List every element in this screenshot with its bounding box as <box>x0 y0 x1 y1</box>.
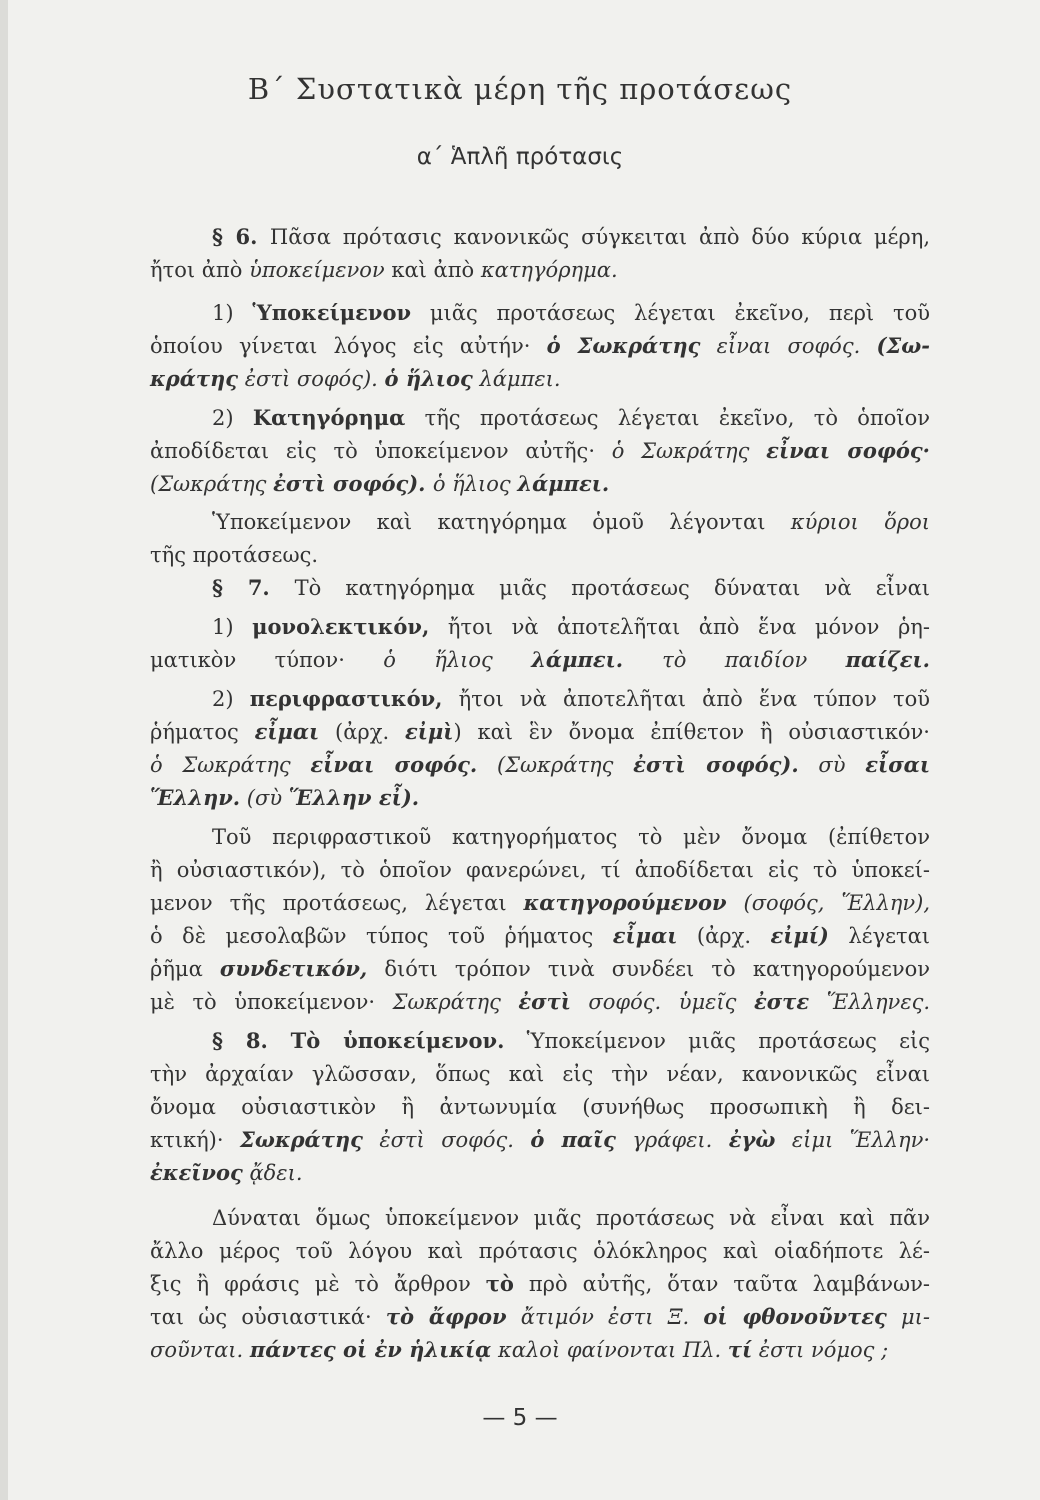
text-span: μενον τῆς προτάσεως, λέγεται <box>150 891 524 915</box>
text-span: σοῦνται. <box>150 1338 250 1362</box>
text-span: 1) <box>212 615 253 639</box>
text-span: ) καὶ ἓν ὄνομα ἐπίθετον ἢ οὐσιαστικόν· <box>453 720 930 744</box>
text-line <box>150 1059 930 1089</box>
text-span: Τοῦ περιφραστικοῦ κατηγορήματος τὸ μὲν ὄνομα (ἐπίθετον <box>212 825 930 849</box>
text-line <box>150 645 930 675</box>
text-line <box>212 507 930 537</box>
text-span: (ἀρχ. <box>319 720 405 744</box>
text-span: ὁ ἥλιος <box>384 366 473 391</box>
text-span: ὁποίου γίνεται λόγος εἰς αὐτήν· <box>150 334 547 358</box>
text-line <box>150 436 930 466</box>
text-span: ἐστὶ <box>518 989 571 1014</box>
text-span: εἰμι Ἕλλην· <box>775 1128 931 1152</box>
text-span: (σοφός, Ἕλλην), <box>726 891 930 915</box>
text-span: εἰμί) <box>770 923 829 948</box>
text-span: (Σω- <box>876 333 930 358</box>
text-span: λάμπει. <box>472 367 561 391</box>
text-line <box>150 1335 930 1365</box>
text-span: ὁ Σωκράτης <box>546 333 701 358</box>
text-span: τῆς προτάσεως λέγεται ἐκεῖνο, τὸ ὁποῖον <box>405 406 930 430</box>
text-span: ται ὡς οὐσιαστικά· <box>150 1305 386 1329</box>
text-span: παίζει. <box>845 647 930 672</box>
text-span: τὴν ἀρχαίαν γλῶσσαν, ὅπως καὶ εἰς τὴν νέαν, κανονικῶς εἶναι <box>150 1062 930 1086</box>
text-span: ἐστὶ σοφός). <box>633 752 799 777</box>
text-span: μὲ τὸ ὑποκείμενον· <box>150 990 393 1014</box>
text-span: σὺ <box>798 753 866 777</box>
text-span: (Σωκράτης <box>150 472 274 496</box>
text-span: εἶναι σοφός· <box>766 438 930 463</box>
text-span: ῥήματος <box>150 720 255 744</box>
text-span: ξις ἢ φράσις μὲ τὸ ἄρθρον <box>150 1272 486 1296</box>
text-span: εἶμαι <box>254 719 320 744</box>
text-span: ἄτιμόν ἐστι Ξ. <box>506 1305 704 1329</box>
text-span: ὁ ἥλιος <box>383 648 532 672</box>
text-span: ἤτοι ἀπὸ <box>150 258 250 282</box>
text-span: πρὸ αὐτῆς, ὅταν ταῦτα λαμβάνων- <box>513 1272 930 1296</box>
text-span: κύριοι ὅροι <box>790 510 930 534</box>
text-span: § 6. <box>212 224 270 249</box>
text-line <box>150 469 930 499</box>
text-span: τῆς προτάσεως. <box>150 543 318 567</box>
text-line <box>150 1269 930 1299</box>
text-line <box>212 822 930 852</box>
text-line <box>150 717 930 747</box>
text-span: Ἕλλην εἶ). <box>288 785 420 810</box>
text-span: ἤτοι νὰ ἀποτελῆται ἀπὸ ἕνα τύπον τοῦ <box>442 687 931 711</box>
text-span: ὁ ἥλιος <box>432 472 518 496</box>
text-span: 2) <box>212 406 253 430</box>
text-line <box>212 573 930 603</box>
text-span: ᾄδει. <box>242 1161 303 1185</box>
text-line <box>150 888 930 918</box>
text-line <box>212 1203 930 1233</box>
text-span: Σωκράτης <box>239 1127 363 1152</box>
text-span: εἰμὶ <box>404 719 454 744</box>
text-span: ὁ δὲ μεσολαβῶν τύπος τοῦ ῥήματος <box>150 924 613 948</box>
text-span: περιφραστικόν, <box>249 686 443 711</box>
text-span: (σὺ <box>240 786 289 810</box>
text-span: εἶσαι <box>865 752 930 777</box>
text-span: κατηγόρημα. <box>480 258 618 282</box>
text-span: ἐστε <box>753 989 810 1014</box>
text-line <box>150 855 930 885</box>
text-span: (ἀρχ. <box>677 924 771 948</box>
text-span: ὁ Σωκράτης <box>150 753 311 777</box>
text-span: εἶμαι <box>612 923 678 948</box>
text-line <box>212 403 930 433</box>
text-span: λάμπει. <box>517 471 610 496</box>
text-line <box>212 1026 930 1056</box>
text-span: πάντες οἱ ἐν ἡλικίᾳ <box>249 1337 492 1362</box>
text-line <box>150 954 930 984</box>
text-line <box>150 987 930 1017</box>
text-span: τὸ παιδίον <box>662 648 846 672</box>
text-span: Κατηγόρημα <box>252 405 406 430</box>
text-line <box>150 331 930 361</box>
text-span: 2) <box>212 687 250 711</box>
text-span: ὁ παῖς <box>530 1127 616 1152</box>
text-span: μιᾶς προτάσεως λέγεται ἐκεῖνο, περὶ τοῦ <box>411 301 930 325</box>
text-span: 1) <box>212 301 253 325</box>
text-span: Ἕλληνες. <box>809 990 931 1014</box>
text-span: ματικὸν τύπον· <box>150 648 384 672</box>
text-span: εἶναι σοφός. <box>700 334 877 358</box>
text-span: Σωκράτης <box>392 990 519 1014</box>
text-span: ὁ Σωκράτης <box>611 439 767 463</box>
text-line <box>150 364 930 394</box>
text-span: λέγεται <box>828 924 930 948</box>
text-line <box>150 783 930 813</box>
text-span: ὄνομα οὐσιαστικὸν ἢ ἀντωνυμία (συνήθως προσωπικὴ ἢ δει- <box>150 1095 930 1119</box>
text-span: Δύναται ὅμως ὑποκείμενον μιᾶς προτάσεως νὰ εἶναι καὶ πᾶν <box>212 1206 930 1230</box>
page-edge <box>0 0 8 1500</box>
subsection-heading: α΄ Ἁπλῆ πρότασις <box>416 144 624 170</box>
text-span: μι- <box>886 1305 931 1329</box>
text-span: § 8. Τὸ ὑποκείμενον. <box>212 1028 505 1053</box>
text-line <box>150 921 930 951</box>
text-line <box>150 1125 930 1155</box>
page-number: — 5 — <box>482 1405 558 1431</box>
text-span: οἱ φθονοῦντες <box>703 1304 887 1329</box>
text-line <box>212 612 930 642</box>
text-span: Ὑποκείμενον καὶ κατηγόρημα ὁμοῦ λέγονται <box>212 510 791 534</box>
text-span: ἐστὶ σοφός. <box>362 1128 531 1152</box>
text-span: ἐκεῖνος <box>150 1160 243 1185</box>
text-span: τί <box>727 1337 753 1362</box>
text-line <box>212 222 930 252</box>
text-span: καλοὶ φαίνονται Πλ. <box>491 1338 728 1362</box>
text-line <box>150 1158 930 1188</box>
text-span: ἀποδίδεται εἰς τὸ ὑποκείμενον αὐτῆς· <box>150 439 612 463</box>
text-span: Τὸ κατηγόρημα μιᾶς προτάσεως δύναται νὰ εἶναι <box>294 576 930 600</box>
text-line <box>150 750 930 780</box>
text-line <box>150 1092 930 1122</box>
text-span: (Σωκράτης <box>477 753 634 777</box>
text-span: λάμπει. <box>531 647 663 672</box>
text-span: Ὑποκείμενον <box>252 300 412 325</box>
text-span: μονολεκτικόν, <box>252 614 430 639</box>
text-span: ἐστι νόμος ; <box>752 1338 889 1362</box>
text-span: ἢ οὐσιαστικόν), τὸ ὁποῖον φανερώνει, τί ἀποδίδεται εἰς τὸ ὑποκεί- <box>150 858 930 882</box>
text-line <box>212 684 930 714</box>
text-span: § 7. <box>212 575 295 600</box>
text-span: τὸ <box>485 1271 514 1296</box>
text-span: ἤτοι νὰ ἀποτελῆται ἀπὸ ἕνα μόνον ῥη- <box>429 615 930 639</box>
text-span: ὑποκείμενον <box>249 258 385 282</box>
text-span: ἐστὶ σοφός). <box>238 367 385 391</box>
text-line <box>150 1302 930 1332</box>
text-span: κράτης <box>150 366 239 391</box>
text-span: συνδετικόν, <box>219 956 368 981</box>
text-span: τὸ ἄφρον <box>385 1304 507 1329</box>
text-span: ἐστὶ σοφός). <box>273 471 433 496</box>
text-span: σοφός. ὑμεῖς <box>570 990 754 1014</box>
text-line <box>212 298 930 328</box>
section-heading: Β΄ Συστατικὰ μέρη τῆς προτάσεως <box>247 72 793 106</box>
text-span: ἐγὼ <box>728 1127 776 1152</box>
text-line <box>150 255 930 285</box>
text-span: καὶ ἀπὸ <box>384 258 481 282</box>
text-span: Ὑποκείμενον μιᾶς προτάσεως εἰς <box>504 1029 930 1053</box>
text-span: ἄλλο μέρος τοῦ λόγου καὶ πρότασις ὁλόκληρος καὶ οἱαδήποτε λέ- <box>150 1239 930 1263</box>
text-span: κατηγορούμενον <box>523 890 727 915</box>
text-span: διότι τρόπον τινὰ συνδέει τὸ κατηγορούμενον <box>367 957 930 981</box>
text-span: ῥῆμα <box>150 957 220 981</box>
text-span: Πᾶσα πρότασις κανονικῶς σύγκειται ἀπὸ δύο κύρια μέρη, <box>269 225 930 249</box>
text-line <box>150 540 930 570</box>
text-span: εἶναι σοφός. <box>310 752 478 777</box>
text-line <box>150 1236 930 1266</box>
text-span: Ἕλλην. <box>150 785 241 810</box>
text-span: κτική)· <box>150 1128 240 1152</box>
text-span: γράφει. <box>615 1128 729 1152</box>
